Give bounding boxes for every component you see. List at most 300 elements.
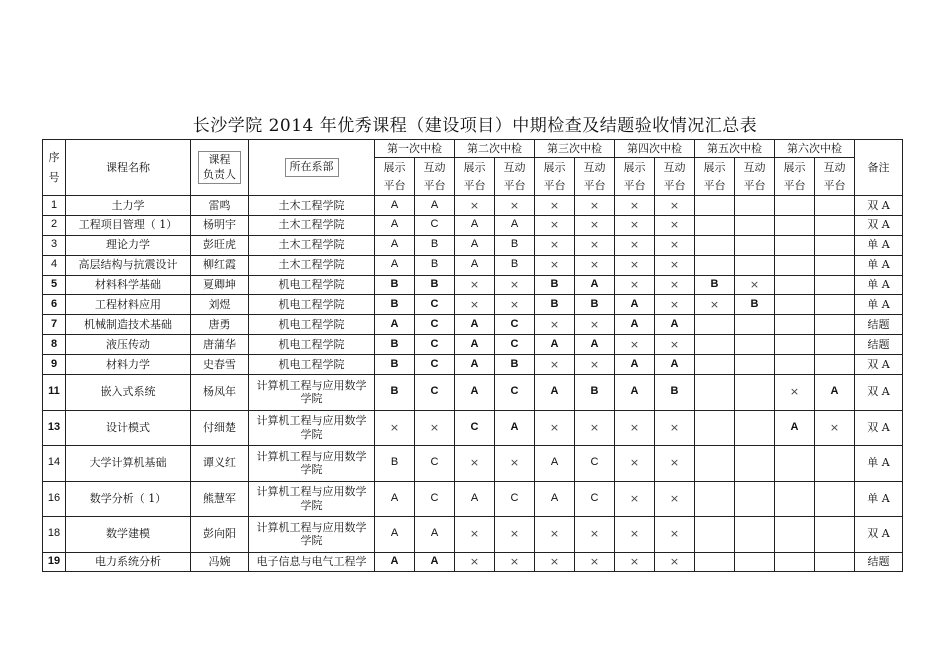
- row-mark-7: A: [615, 295, 655, 315]
- row-owner: 冯婉: [191, 552, 249, 572]
- row-mark-11: [775, 295, 815, 315]
- row-mark-8: ×: [655, 275, 695, 295]
- row-dept: 计算机工程与应用数学学院: [249, 410, 375, 446]
- page-title: 长沙学院 2014 年优秀课程（建设项目）中期检查及结题验收情况汇总表: [192, 116, 758, 136]
- row-mark-1: ×: [375, 410, 415, 446]
- subheader-line1: 互动: [663, 161, 686, 175]
- subheader-display-platform-2: [455, 158, 495, 196]
- subheader-display-platform-3: [535, 158, 575, 196]
- row-mark-8: ×: [655, 235, 695, 255]
- row-mark-7: ×: [615, 517, 655, 553]
- header-note: 备注: [855, 140, 903, 196]
- header-owner-line1: 课程: [208, 152, 231, 166]
- row-mark-5: ×: [535, 517, 575, 553]
- table-row: [43, 275, 903, 295]
- row-seq: 16: [43, 481, 66, 517]
- subheader-display-platform-5: [695, 158, 735, 196]
- row-note: 双 A: [855, 375, 903, 411]
- row-mark-3: C: [455, 410, 495, 446]
- row-mark-11: [775, 446, 815, 482]
- row-mark-7: ×: [615, 196, 655, 216]
- row-mark-2: C: [415, 375, 455, 411]
- row-mark-11: A: [775, 410, 815, 446]
- row-mark-2: C: [415, 315, 455, 335]
- row-course: 电力系统分析: [66, 552, 191, 572]
- row-mark-8: ×: [655, 335, 695, 355]
- row-mark-9: [695, 375, 735, 411]
- row-mark-1: B: [375, 335, 415, 355]
- row-mark-3: A: [455, 355, 495, 375]
- row-mark-1: A: [375, 255, 415, 275]
- row-owner: 谭义红: [191, 446, 249, 482]
- row-mark-8: B: [655, 375, 695, 411]
- row-mark-1: A: [375, 517, 415, 553]
- row-mark-1: A: [375, 481, 415, 517]
- table-row: [43, 375, 903, 411]
- subheader-line2: 平台: [543, 178, 566, 192]
- row-mark-10: [735, 446, 775, 482]
- row-seq: 1: [43, 196, 66, 216]
- table-row: [43, 215, 903, 235]
- row-mark-12: [815, 295, 855, 315]
- row-mark-8: ×: [655, 481, 695, 517]
- table-row: [43, 335, 903, 355]
- row-note: 双 A: [855, 355, 903, 375]
- row-mark-6: ×: [575, 517, 615, 553]
- row-owner: 刘煜: [191, 295, 249, 315]
- row-mark-5: B: [535, 295, 575, 315]
- row-mark-4: ×: [495, 196, 535, 216]
- row-mark-3: ×: [455, 446, 495, 482]
- row-mark-1: B: [375, 446, 415, 482]
- row-mark-8: ×: [655, 255, 695, 275]
- row-mark-7: ×: [615, 552, 655, 572]
- header-dept: [249, 140, 375, 196]
- header-owner-box: [198, 151, 241, 185]
- row-mark-8: ×: [655, 215, 695, 235]
- row-mark-8: A: [655, 315, 695, 335]
- row-mark-2: C: [415, 446, 455, 482]
- row-mark-2: C: [415, 335, 455, 355]
- row-owner: 夏卿坤: [191, 275, 249, 295]
- row-note: 双 A: [855, 517, 903, 553]
- table-row: [43, 196, 903, 216]
- row-mark-2: C: [415, 355, 455, 375]
- row-mark-10: [735, 552, 775, 572]
- row-mark-10: [735, 375, 775, 411]
- row-mark-12: [815, 315, 855, 335]
- subheader-line1: 展示: [383, 161, 406, 175]
- row-mark-3: A: [455, 255, 495, 275]
- subheader-interactive-platform-5: [735, 158, 775, 196]
- row-mark-6: ×: [575, 196, 615, 216]
- row-mark-6: A: [575, 335, 615, 355]
- row-mark-3: ×: [455, 196, 495, 216]
- row-mark-10: [735, 196, 775, 216]
- row-mark-5: ×: [535, 235, 575, 255]
- row-mark-11: [775, 335, 815, 355]
- row-dept: 机电工程学院: [249, 275, 375, 295]
- row-mark-8: ×: [655, 446, 695, 482]
- row-mark-1: A: [375, 552, 415, 572]
- row-dept: 土木工程学院: [249, 235, 375, 255]
- row-owner: 柳红霞: [191, 255, 249, 275]
- subheader-line2: 平台: [743, 178, 766, 192]
- row-mark-11: ×: [775, 375, 815, 411]
- subheader-line2: 平台: [663, 178, 686, 192]
- row-mark-5: A: [535, 335, 575, 355]
- row-mark-3: A: [455, 215, 495, 235]
- row-mark-10: [735, 410, 775, 446]
- row-mark-11: [775, 275, 815, 295]
- row-mark-7: ×: [615, 446, 655, 482]
- row-seq: 18: [43, 517, 66, 553]
- row-mark-5: A: [535, 481, 575, 517]
- row-mark-2: B: [415, 275, 455, 295]
- row-dept: 机电工程学院: [249, 335, 375, 355]
- row-mark-1: A: [375, 315, 415, 335]
- row-note: 结题: [855, 552, 903, 572]
- row-mark-3: A: [455, 315, 495, 335]
- row-mark-9: [695, 215, 735, 235]
- row-mark-7: A: [615, 355, 655, 375]
- row-mark-10: [735, 215, 775, 235]
- row-mark-8: ×: [655, 552, 695, 572]
- row-mark-4: ×: [495, 517, 535, 553]
- row-dept: 计算机工程与应用数学学院: [249, 446, 375, 482]
- row-mark-1: A: [375, 196, 415, 216]
- subheader-interactive-platform-1: [415, 158, 455, 196]
- row-dept: 计算机工程与应用数学学院: [249, 375, 375, 411]
- row-mark-9: [695, 517, 735, 553]
- table-header: [43, 140, 903, 196]
- row-mark-8: ×: [655, 517, 695, 553]
- row-owner: 杨明宇: [191, 215, 249, 235]
- row-course: 理论力学: [66, 235, 191, 255]
- row-mark-10: [735, 235, 775, 255]
- row-mark-3: ×: [455, 295, 495, 315]
- header-dept-box: 所在系部: [285, 158, 339, 177]
- row-mark-8: A: [655, 355, 695, 375]
- row-mark-12: [815, 552, 855, 572]
- row-course: 材料科学基础: [66, 275, 191, 295]
- row-mark-3: A: [455, 481, 495, 517]
- header-check-3: 第三次中检: [535, 140, 615, 158]
- row-mark-1: B: [375, 355, 415, 375]
- row-dept: 电子信息与电气工程学: [249, 552, 375, 572]
- row-owner: 雷鸣: [191, 196, 249, 216]
- row-course: 工程材料应用: [66, 295, 191, 315]
- row-mark-9: [695, 196, 735, 216]
- row-dept: 机电工程学院: [249, 295, 375, 315]
- row-mark-10: [735, 481, 775, 517]
- row-mark-7: A: [615, 375, 655, 411]
- row-mark-2: A: [415, 552, 455, 572]
- row-mark-4: C: [495, 335, 535, 355]
- table-row: [43, 255, 903, 275]
- row-owner: 唐蒲华: [191, 335, 249, 355]
- table-row: [43, 446, 903, 482]
- subheader-line2: 平台: [703, 178, 726, 192]
- header-check-6: 第六次中检: [775, 140, 855, 158]
- row-mark-6: ×: [575, 410, 615, 446]
- row-mark-6: B: [575, 295, 615, 315]
- row-mark-1: A: [375, 215, 415, 235]
- row-mark-5: ×: [535, 315, 575, 335]
- row-mark-5: ×: [535, 410, 575, 446]
- row-mark-12: [815, 517, 855, 553]
- row-mark-7: ×: [615, 410, 655, 446]
- row-note: 双 A: [855, 196, 903, 216]
- subheader-line1: 互动: [423, 161, 446, 175]
- subheader-line2: 平台: [423, 178, 446, 192]
- row-mark-4: C: [495, 315, 535, 335]
- row-mark-4: B: [495, 235, 535, 255]
- row-seq: 8: [43, 335, 66, 355]
- row-mark-3: A: [455, 335, 495, 355]
- row-mark-6: ×: [575, 255, 615, 275]
- row-mark-11: [775, 196, 815, 216]
- row-mark-6: C: [575, 481, 615, 517]
- row-mark-4: A: [495, 215, 535, 235]
- subheader-line1: 展示: [463, 161, 486, 175]
- row-mark-7: ×: [615, 275, 655, 295]
- subheader-line1: 互动: [743, 161, 766, 175]
- row-mark-5: ×: [535, 215, 575, 235]
- row-mark-3: ×: [455, 552, 495, 572]
- header-owner: [191, 140, 249, 196]
- row-mark-6: ×: [575, 355, 615, 375]
- row-mark-10: ×: [735, 275, 775, 295]
- row-course: 材料力学: [66, 355, 191, 375]
- row-mark-1: A: [375, 235, 415, 255]
- table-row: [43, 355, 903, 375]
- row-course: 数学建模: [66, 517, 191, 553]
- row-course: 嵌入式系统: [66, 375, 191, 411]
- row-mark-10: [735, 355, 775, 375]
- row-seq: 14: [43, 446, 66, 482]
- subheader-line1: 展示: [783, 161, 806, 175]
- row-mark-1: B: [375, 275, 415, 295]
- row-seq: 6: [43, 295, 66, 315]
- row-mark-9: [695, 255, 735, 275]
- row-note: 单 A: [855, 446, 903, 482]
- row-mark-7: ×: [615, 481, 655, 517]
- row-mark-11: [775, 517, 815, 553]
- row-course: 高层结构与抗震设计: [66, 255, 191, 275]
- table-row: [43, 315, 903, 335]
- row-mark-3: ×: [455, 517, 495, 553]
- header-check-4: 第四次中检: [615, 140, 695, 158]
- row-mark-1: B: [375, 295, 415, 315]
- row-mark-4: B: [495, 355, 535, 375]
- row-owner: 熊慧军: [191, 481, 249, 517]
- row-mark-6: A: [575, 275, 615, 295]
- row-owner: 付细楚: [191, 410, 249, 446]
- row-mark-9: [695, 335, 735, 355]
- row-mark-5: A: [535, 375, 575, 411]
- row-mark-3: A: [455, 375, 495, 411]
- row-mark-12: [815, 255, 855, 275]
- row-course: 液压传动: [66, 335, 191, 355]
- row-mark-5: ×: [535, 196, 575, 216]
- row-mark-7: ×: [615, 335, 655, 355]
- row-mark-11: [775, 215, 815, 235]
- subheader-line1: 互动: [583, 161, 606, 175]
- subheader-display-platform-1: [375, 158, 415, 196]
- row-owner: 彭旺虎: [191, 235, 249, 255]
- row-note: 单 A: [855, 481, 903, 517]
- row-dept: 机电工程学院: [249, 315, 375, 335]
- table-row: [43, 295, 903, 315]
- row-mark-7: ×: [615, 255, 655, 275]
- row-mark-9: [695, 481, 735, 517]
- subheader-line1: 展示: [703, 161, 726, 175]
- row-mark-8: ×: [655, 196, 695, 216]
- subheader-line2: 平台: [503, 178, 526, 192]
- subheader-line1: 互动: [823, 161, 846, 175]
- table-row: [43, 517, 903, 553]
- subheader-line2: 平台: [383, 178, 406, 192]
- subheader-line1: 互动: [503, 161, 526, 175]
- row-note: 双 A: [855, 215, 903, 235]
- row-mark-8: ×: [655, 295, 695, 315]
- subheader-line1: 展示: [623, 161, 646, 175]
- row-mark-11: [775, 355, 815, 375]
- row-seq: 9: [43, 355, 66, 375]
- subheader-interactive-platform-6: [815, 158, 855, 196]
- table-row: [43, 235, 903, 255]
- row-mark-12: ×: [815, 410, 855, 446]
- row-mark-12: A: [815, 375, 855, 411]
- row-course: 大学计算机基础: [66, 446, 191, 482]
- subheader-display-platform-4: [615, 158, 655, 196]
- row-owner: 彭向阳: [191, 517, 249, 553]
- table-body: [43, 196, 903, 572]
- summary-table: [42, 139, 903, 572]
- row-mark-12: [815, 275, 855, 295]
- row-mark-2: C: [415, 481, 455, 517]
- row-mark-2: ×: [415, 410, 455, 446]
- row-dept: 土木工程学院: [249, 255, 375, 275]
- row-mark-12: [815, 355, 855, 375]
- row-mark-10: B: [735, 295, 775, 315]
- row-mark-9: [695, 552, 735, 572]
- row-mark-4: ×: [495, 446, 535, 482]
- row-mark-4: C: [495, 375, 535, 411]
- row-dept: 计算机工程与应用数学学院: [249, 517, 375, 553]
- row-mark-9: ×: [695, 295, 735, 315]
- row-mark-2: A: [415, 196, 455, 216]
- row-mark-2: A: [415, 517, 455, 553]
- row-mark-7: ×: [615, 235, 655, 255]
- row-mark-4: ×: [495, 552, 535, 572]
- row-mark-11: [775, 235, 815, 255]
- row-mark-8: ×: [655, 410, 695, 446]
- table-row: [43, 410, 903, 446]
- row-note: 结题: [855, 335, 903, 355]
- row-mark-12: [815, 215, 855, 235]
- row-mark-7: ×: [615, 215, 655, 235]
- row-mark-9: [695, 315, 735, 335]
- subheader-line1: 展示: [543, 161, 566, 175]
- row-mark-12: [815, 335, 855, 355]
- row-seq: 3: [43, 235, 66, 255]
- row-seq: 11: [43, 375, 66, 411]
- header-check-2: 第二次中检: [455, 140, 535, 158]
- row-mark-4: A: [495, 410, 535, 446]
- row-note: 单 A: [855, 295, 903, 315]
- row-mark-4: ×: [495, 295, 535, 315]
- subheader-line2: 平台: [623, 178, 646, 192]
- table-row: [43, 481, 903, 517]
- row-mark-7: A: [615, 315, 655, 335]
- row-course: 数学分析（ 1）: [66, 481, 191, 517]
- row-course: 土力学: [66, 196, 191, 216]
- row-course: 设计模式: [66, 410, 191, 446]
- row-mark-5: ×: [535, 355, 575, 375]
- row-mark-1: B: [375, 375, 415, 411]
- row-mark-12: [815, 196, 855, 216]
- subheader-interactive-platform-2: [495, 158, 535, 196]
- subheader-interactive-platform-3: [575, 158, 615, 196]
- row-note: 单 A: [855, 255, 903, 275]
- row-mark-4: ×: [495, 275, 535, 295]
- row-note: 单 A: [855, 235, 903, 255]
- row-note: 单 A: [855, 275, 903, 295]
- row-mark-9: B: [695, 275, 735, 295]
- subheader-display-platform-6: [775, 158, 815, 196]
- row-seq: 19: [43, 552, 66, 572]
- row-dept: 计算机工程与应用数学学院: [249, 481, 375, 517]
- row-mark-3: ×: [455, 275, 495, 295]
- row-mark-5: ×: [535, 552, 575, 572]
- row-mark-2: B: [415, 235, 455, 255]
- row-dept: 机电工程学院: [249, 355, 375, 375]
- row-mark-10: [735, 255, 775, 275]
- header-check-1: 第一次中检: [375, 140, 455, 158]
- row-mark-6: ×: [575, 215, 615, 235]
- subheader-interactive-platform-4: [655, 158, 695, 196]
- header-owner-line2: 负责人: [203, 167, 236, 181]
- row-seq: 5: [43, 275, 66, 295]
- row-mark-4: C: [495, 481, 535, 517]
- row-note: 结题: [855, 315, 903, 335]
- row-mark-9: [695, 235, 735, 255]
- row-mark-6: ×: [575, 235, 615, 255]
- subheader-line2: 平台: [823, 178, 846, 192]
- row-mark-11: [775, 481, 815, 517]
- row-dept: 土木工程学院: [249, 196, 375, 216]
- subheader-line2: 平台: [783, 178, 806, 192]
- row-mark-2: B: [415, 255, 455, 275]
- row-seq: 7: [43, 315, 66, 335]
- row-mark-9: [695, 410, 735, 446]
- row-mark-6: ×: [575, 315, 615, 335]
- row-mark-9: [695, 446, 735, 482]
- row-dept: 土木工程学院: [249, 215, 375, 235]
- row-mark-12: [815, 481, 855, 517]
- row-mark-6: B: [575, 375, 615, 411]
- row-mark-11: [775, 552, 815, 572]
- subheader-line2: 平台: [583, 178, 606, 192]
- subheader-line2: 平台: [463, 178, 486, 192]
- row-mark-3: A: [455, 235, 495, 255]
- row-seq: 2: [43, 215, 66, 235]
- row-mark-2: C: [415, 215, 455, 235]
- row-mark-4: B: [495, 255, 535, 275]
- row-mark-12: [815, 446, 855, 482]
